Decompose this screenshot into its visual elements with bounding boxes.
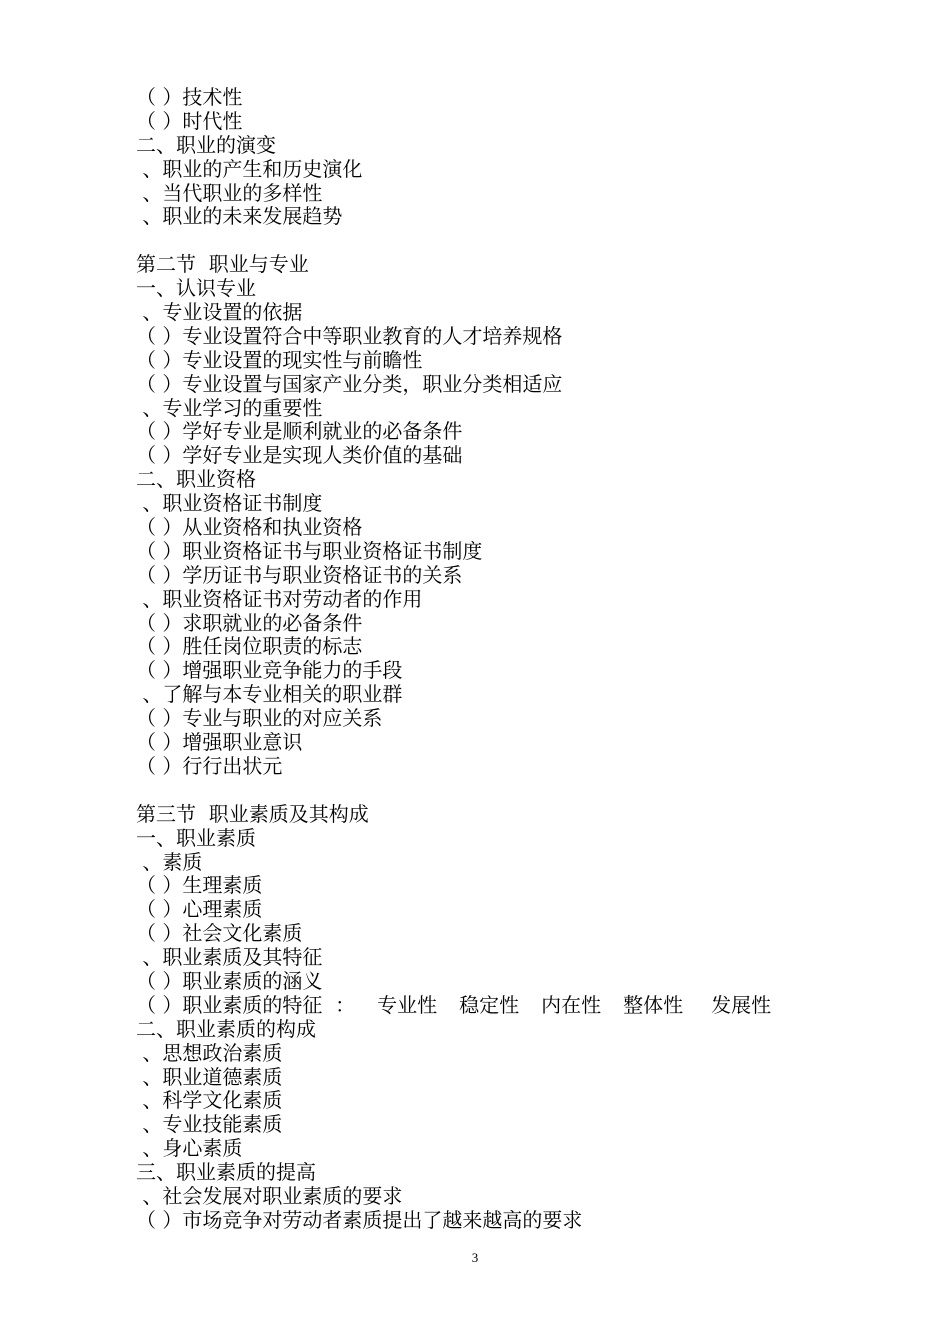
outline-line: 、科学文化素质 [136,1088,283,1113]
outline-line: （ ）技术性 [136,85,243,109]
outline-line: 、专业学习的重要性 [136,395,323,420]
outline-line: （ ）增强职业意识 [136,730,303,755]
outline-line: 、当代职业的多样性 [136,180,323,205]
outline-line: 、专业设置的依据 [136,300,303,325]
feature-item: 稳定性 [459,992,520,1017]
feature-item: 发展性 [711,992,772,1017]
feature-item: 整体性 [623,992,684,1017]
outline-line: （ ）专业设置与国家产业分类，职业分类相适应 [136,371,563,396]
outline-line: （ ）求职就业的必备条件 [136,610,363,635]
outline-line: 、职业的未来发展趋势 [136,204,343,229]
outline-line: 、职业道德素质 [136,1064,283,1089]
outline-line: （ ）学好专业是实现人类价值的基础 [136,443,463,468]
document-body [136,86,896,1233]
outline-line: 、身心素质 [136,1136,243,1161]
outline-line: 、职业资格证书对劳动者的作用 [136,586,423,611]
features-prefix: （ ）职业素质的特征 ： [136,992,356,1017]
outline-line: 、专业技能素质 [136,1112,283,1137]
blank-line [136,779,896,803]
outline-line: （ ）胜任岗位职责的标志 [136,634,363,659]
outline-line: （ ）学好专业是顺利就业的必备条件 [136,419,463,444]
outline-line: （ ）社会文化素质 [136,921,303,946]
outline-line: （ ）从业资格和执业资格 [136,515,363,540]
outline-line: （ ）心理素质 [136,897,263,922]
outline-line: 、思想政治素质 [136,1040,283,1065]
outline-line: 一、职业素质 [136,825,256,850]
outline-line: 三、职业素质的提高 [136,1160,316,1185]
outline-line: 第二节 职业与专业 [136,252,309,277]
outline-section-upper [136,86,896,994]
outline-line: （ ）增强职业竞争能力的手段 [136,658,403,683]
outline-line: 第三节 职业素质及其构成 [136,801,369,826]
outline-line: 、职业资格证书制度 [136,491,323,516]
outline-line: （ ）职业资格证书与职业资格证书制度 [136,538,483,563]
outline-line: （ ）生理素质 [136,873,263,898]
outline-line: 、职业的产生和历史演化 [136,156,363,181]
outline-line: （ ）行行出状元 [136,753,283,778]
outline-line: （ ）职业素质的涵义 [136,968,323,993]
outline-line: 二、职业的演变 [136,132,276,157]
outline-line: 、素质 [136,849,203,874]
outline-line: （ ）专业设置的现实性与前瞻性 [136,347,423,372]
outline-line: （ ）专业设置符合中等职业教育的人才培养规格 [136,323,563,348]
outline-line: 二、职业资格 [136,467,256,492]
outline-line: （ ）市场竞争对劳动者素质提出了越来越高的要求 [136,1207,583,1232]
outline-line: 、职业素质及其特征 [136,945,323,970]
outline-line: （ ）时代性 [136,108,243,133]
outline-line: （ ）专业与职业的对应关系 [136,706,383,731]
page-number: 3 [471,1250,479,1265]
features-line [136,994,896,1018]
feature-item: 内在性 [541,992,602,1017]
outline-line: 、了解与本专业相关的职业群 [136,682,403,707]
feature-item: 专业性 [377,992,438,1017]
blank-line [136,229,896,253]
outline-line: 一、认识专业 [136,276,256,301]
outline-line: （ ）学历证书与职业资格证书的关系 [136,562,463,587]
outline-line: 、社会发展对职业素质的要求 [136,1183,403,1208]
outline-section-lower [136,1018,896,1233]
outline-line: 二、职业素质的构成 [136,1016,316,1041]
